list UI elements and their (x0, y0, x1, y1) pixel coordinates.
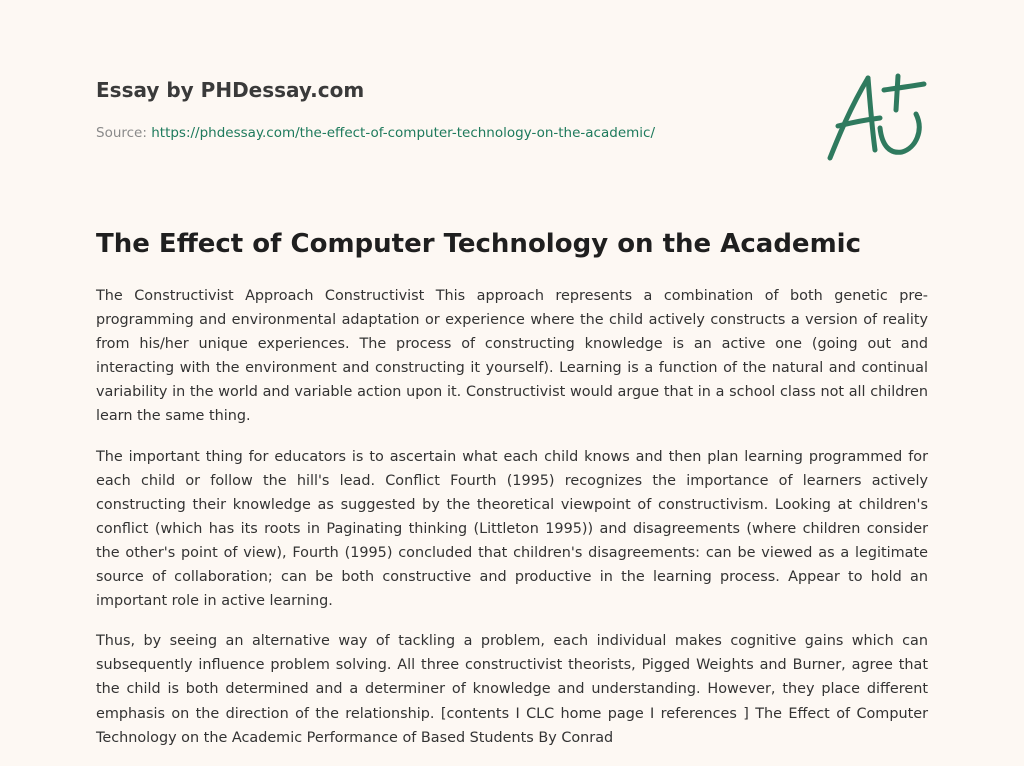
a-plus-grade-icon (820, 68, 930, 168)
source-label: Source: (96, 125, 147, 141)
page-header (96, 76, 796, 142)
article-body (96, 284, 928, 766)
site-brand: Essay by PHDessay.com (96, 78, 365, 102)
source-link[interactable]: https://phdessay.com/the-effect-of-computer-technology-on-the-academic/ (151, 125, 655, 141)
paragraph-1: The Constructivist Approach Constructivist This approach represents a combination of both genetic pre-programming and environmental adaptation or experience where the child actively constructs a version of reality from his/her unique experiences. The process of constructing knowledge is an active one (going out and interacting with the environment and constructing it yourself). Learning is a function of the natural and continual variability in the world and variable action upon it. Constructivist would argue that in a school class not all children learn the same thing. (96, 288, 928, 425)
source-line (96, 124, 796, 142)
paragraph-3: Thus, by seeing an alternative way of tackling a problem, each individual makes cognitive gains which can subsequently influence problem solving. All three constructivist theorists, Pigged Weights and Burner, agree that the child is both determined and a determiner of knowledge and understanding. However, they place different emphasis on the direction of the relationship. [contents I CLC home page I references ] The Effect of Computer Technology on the Academic Performance of Based Students By Conrad (96, 633, 928, 746)
article-title: The Effect of Computer Technology on the Academic (96, 229, 861, 259)
paragraph-2: The important thing for educators is to ascertain what each child knows and then plan learning programmed for each child or follow the hill's lead. Conflict Fourth (1995) recognizes the importance of learners actively constructing their knowledge as suggested by the theoretical viewpoint of constructivism. Looking at children's conflict (which has its roots in Paginating thinking (Littleton 1995)) and disagreements (where children consider the other's point of view), Fourth (1995) concluded that children's disagreements: can be viewed as a legitimate source of collaboration; can be both constructive and productive in the learning process. Appear to hold an important role in active learning. (96, 448, 928, 610)
